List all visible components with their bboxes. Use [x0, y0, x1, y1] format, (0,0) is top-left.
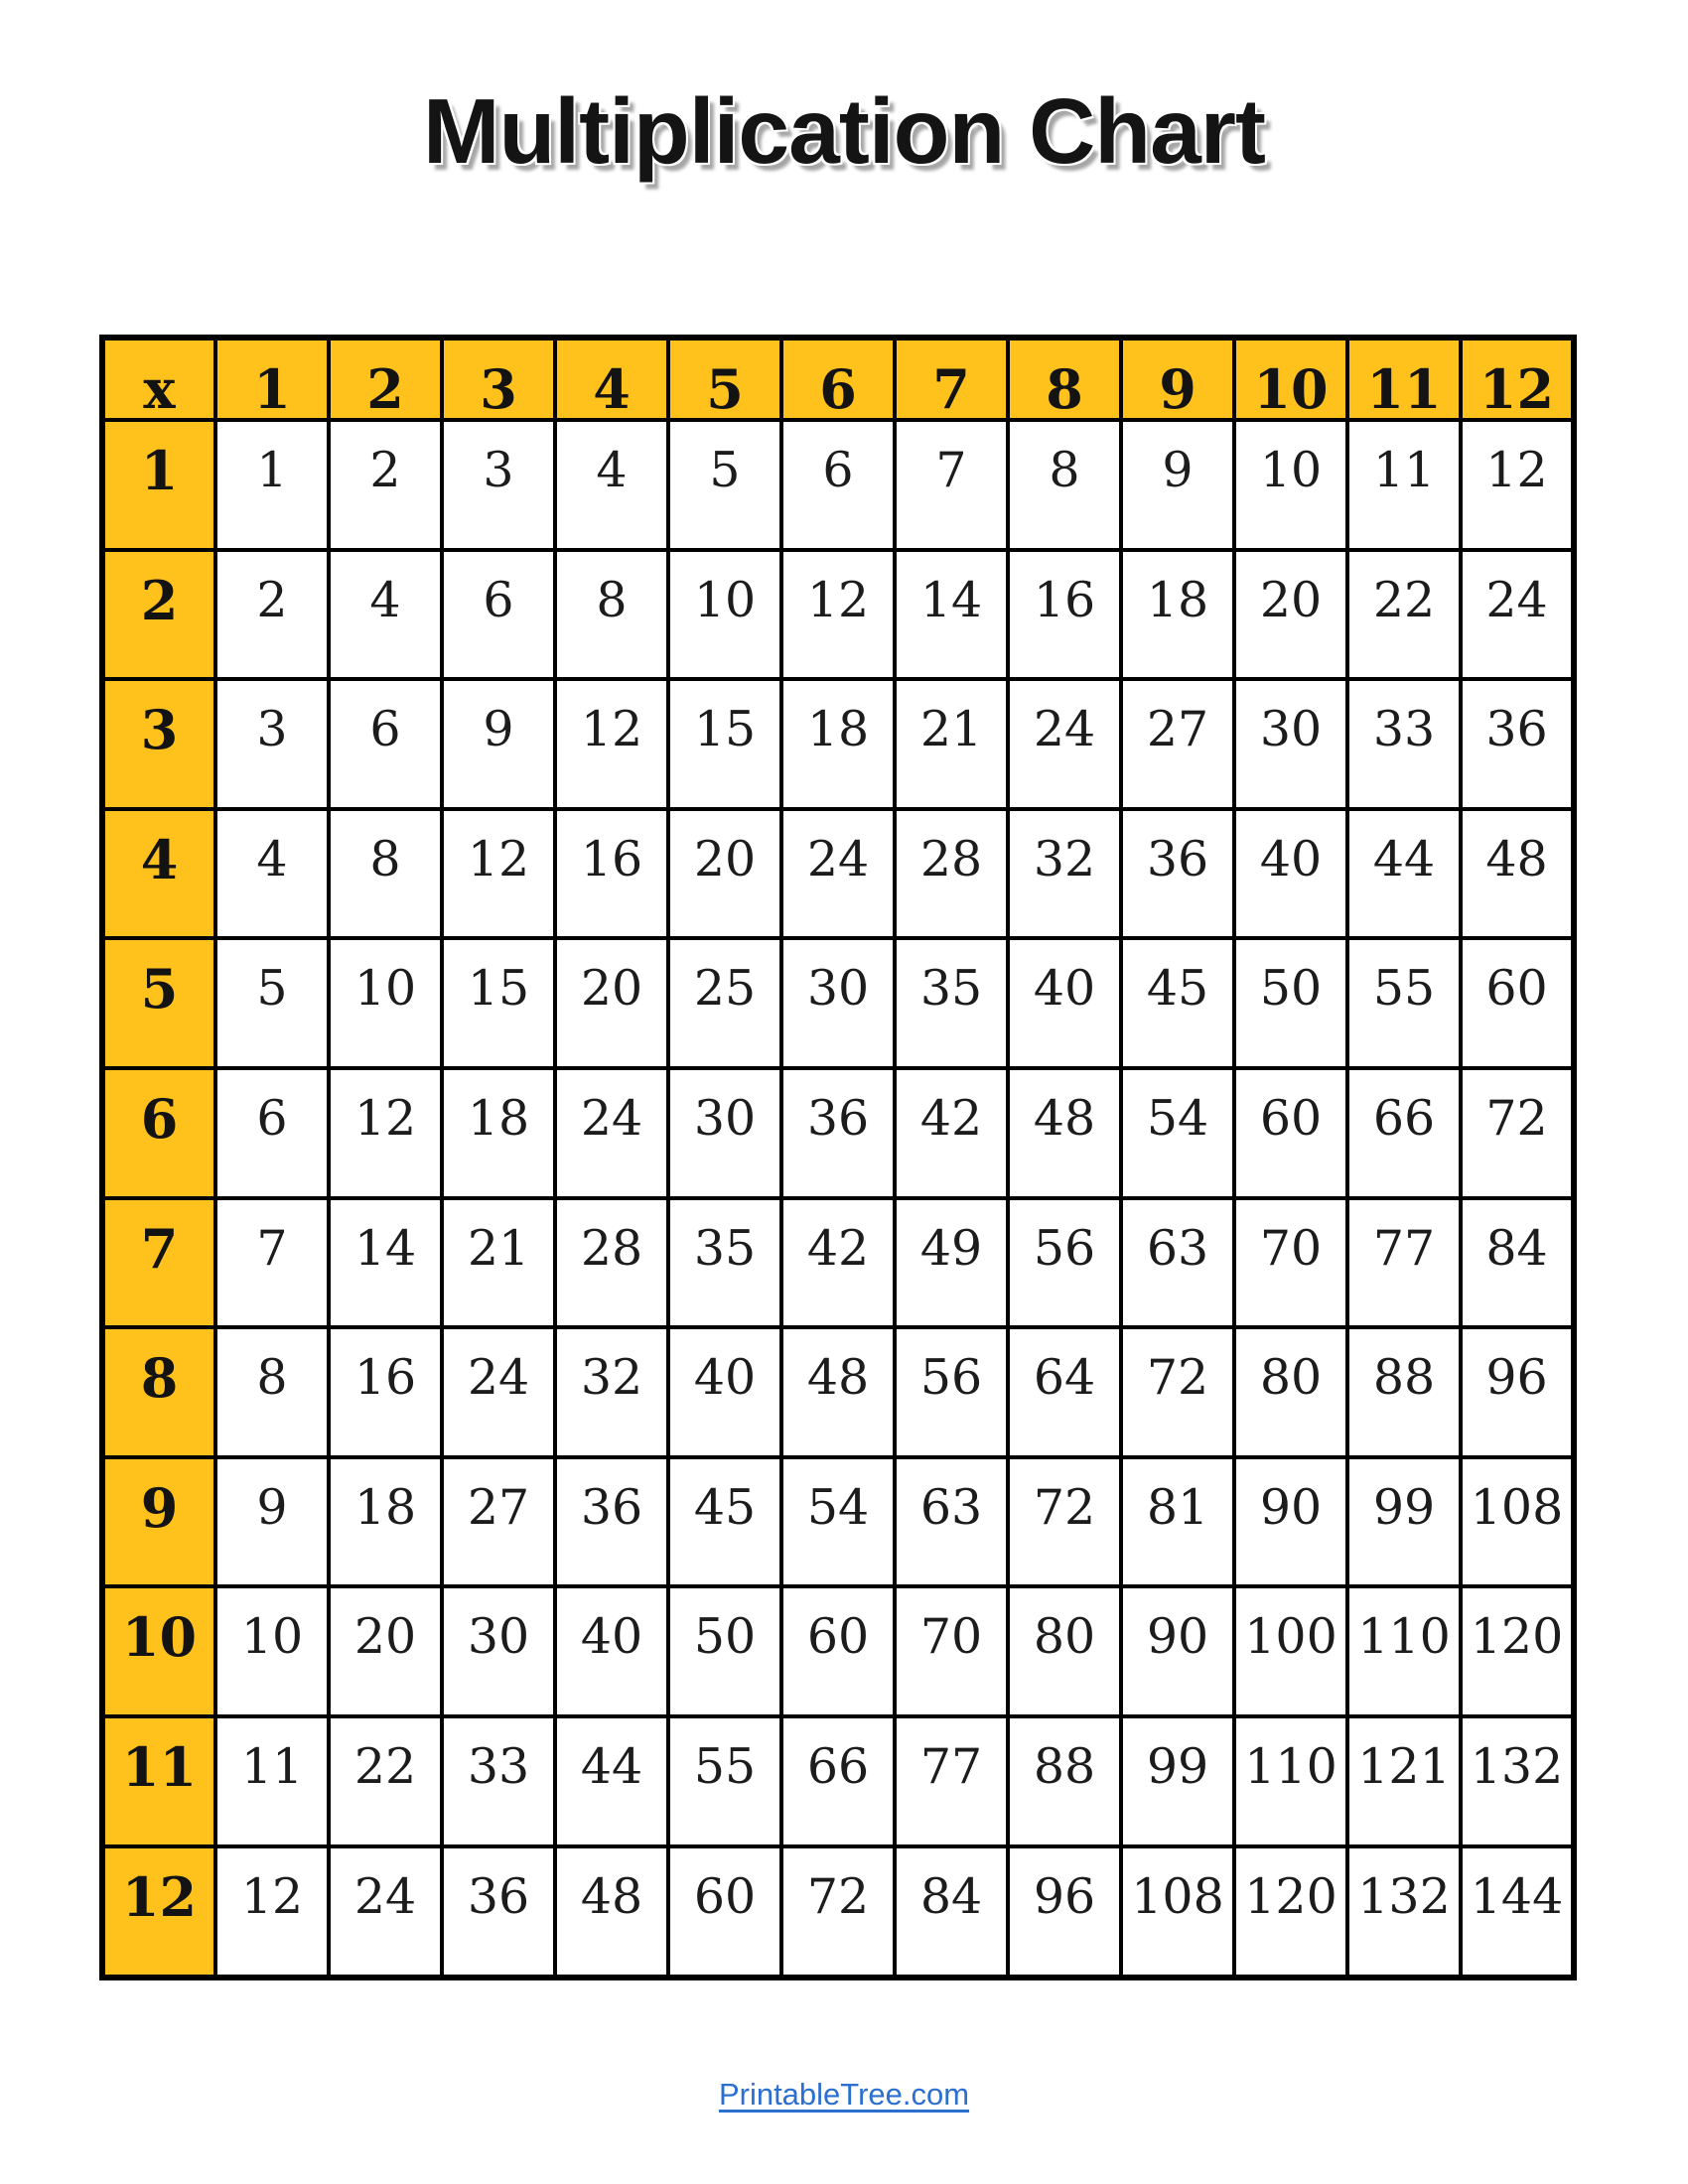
product-cell: 24: [555, 1068, 668, 1198]
product-cell: 132: [1461, 1716, 1574, 1846]
column-header-cell: 10: [1234, 338, 1347, 420]
product-cell: 20: [329, 1586, 442, 1716]
product-cell: 28: [555, 1198, 668, 1328]
product-cell: 90: [1234, 1457, 1347, 1587]
product-cell: 18: [781, 679, 895, 809]
row-header-cell: 11: [102, 1716, 215, 1846]
product-cell: 27: [442, 1457, 555, 1587]
product-cell: 40: [668, 1327, 781, 1457]
row-header-cell: 12: [102, 1846, 215, 1978]
footer-link[interactable]: PrintableTree.com: [718, 2077, 970, 2112]
column-header-cell: 2: [329, 338, 442, 420]
product-cell: 63: [1121, 1198, 1234, 1328]
product-cell: 50: [668, 1586, 781, 1716]
product-cell: 4: [555, 420, 668, 550]
product-cell: 81: [1121, 1457, 1234, 1587]
product-cell: 9: [1121, 420, 1234, 550]
table-row: [102, 1327, 1574, 1457]
product-cell: 20: [1234, 550, 1347, 680]
row-header-cell: 6: [102, 1068, 215, 1198]
product-cell: 8: [329, 809, 442, 939]
product-cell: 3: [215, 679, 329, 809]
product-cell: 66: [781, 1716, 895, 1846]
product-cell: 1: [215, 420, 329, 550]
product-cell: 88: [1347, 1327, 1461, 1457]
product-cell: 48: [781, 1327, 895, 1457]
product-cell: 70: [895, 1586, 1008, 1716]
product-cell: 5: [215, 938, 329, 1068]
product-cell: 60: [781, 1586, 895, 1716]
product-cell: 2: [329, 420, 442, 550]
product-cell: 24: [1008, 679, 1121, 809]
product-cell: 99: [1121, 1716, 1234, 1846]
product-cell: 32: [1008, 809, 1121, 939]
product-cell: 63: [895, 1457, 1008, 1587]
product-cell: 6: [215, 1068, 329, 1198]
product-cell: 10: [215, 1586, 329, 1716]
product-cell: 50: [1234, 938, 1347, 1068]
product-cell: 35: [895, 938, 1008, 1068]
product-cell: 88: [1008, 1716, 1121, 1846]
row-header-cell: 4: [102, 809, 215, 939]
table-row: [102, 1846, 1574, 1978]
column-header-cell: 7: [895, 338, 1008, 420]
table-row: [102, 938, 1574, 1068]
table-row: [102, 1457, 1574, 1587]
product-cell: 16: [329, 1327, 442, 1457]
product-cell: 30: [781, 938, 895, 1068]
product-cell: 110: [1234, 1716, 1347, 1846]
product-cell: 22: [329, 1716, 442, 1846]
product-cell: 4: [329, 550, 442, 680]
product-cell: 10: [329, 938, 442, 1068]
product-cell: 18: [1121, 550, 1234, 680]
corner-cell: x: [102, 338, 215, 420]
product-cell: 55: [1347, 938, 1461, 1068]
column-header-cell: 9: [1121, 338, 1234, 420]
table-row: [102, 1716, 1574, 1846]
product-cell: 30: [668, 1068, 781, 1198]
product-cell: 90: [1121, 1586, 1234, 1716]
product-cell: 54: [781, 1457, 895, 1587]
product-cell: 21: [895, 679, 1008, 809]
product-cell: 24: [329, 1846, 442, 1978]
product-cell: 30: [1234, 679, 1347, 809]
product-cell: 100: [1234, 1586, 1347, 1716]
product-cell: 24: [1461, 550, 1574, 680]
column-header-cell: 12: [1461, 338, 1574, 420]
product-cell: 8: [555, 550, 668, 680]
product-cell: 12: [781, 550, 895, 680]
product-cell: 10: [668, 550, 781, 680]
page-title: Multiplication Chart: [423, 79, 1265, 183]
product-cell: 8: [215, 1327, 329, 1457]
product-cell: 44: [555, 1716, 668, 1846]
product-cell: 48: [1008, 1068, 1121, 1198]
row-header-cell: 7: [102, 1198, 215, 1328]
product-cell: 56: [895, 1327, 1008, 1457]
product-cell: 44: [1347, 809, 1461, 939]
product-cell: 22: [1347, 550, 1461, 680]
product-cell: 27: [1121, 679, 1234, 809]
product-cell: 11: [1347, 420, 1461, 550]
row-header-cell: 2: [102, 550, 215, 680]
table-row: [102, 1198, 1574, 1328]
product-cell: 108: [1461, 1457, 1574, 1587]
product-cell: 80: [1008, 1586, 1121, 1716]
product-cell: 42: [781, 1198, 895, 1328]
column-header-cell: 4: [555, 338, 668, 420]
product-cell: 108: [1121, 1846, 1234, 1978]
product-cell: 49: [895, 1198, 1008, 1328]
product-cell: 121: [1347, 1716, 1461, 1846]
product-cell: 40: [1008, 938, 1121, 1068]
product-cell: 96: [1461, 1327, 1574, 1457]
product-cell: 12: [215, 1846, 329, 1978]
table-row: [102, 1586, 1574, 1716]
product-cell: 36: [1121, 809, 1234, 939]
product-cell: 80: [1234, 1327, 1347, 1457]
product-cell: 32: [555, 1327, 668, 1457]
product-cell: 56: [1008, 1198, 1121, 1328]
product-cell: 6: [442, 550, 555, 680]
product-cell: 16: [555, 809, 668, 939]
product-cell: 84: [895, 1846, 1008, 1978]
product-cell: 12: [1461, 420, 1574, 550]
product-cell: 35: [668, 1198, 781, 1328]
product-cell: 9: [442, 679, 555, 809]
row-header-cell: 8: [102, 1327, 215, 1457]
product-cell: 9: [215, 1457, 329, 1587]
product-cell: 7: [895, 420, 1008, 550]
product-cell: 72: [781, 1846, 895, 1978]
product-cell: 25: [668, 938, 781, 1068]
product-cell: 4: [215, 809, 329, 939]
product-cell: 6: [329, 679, 442, 809]
product-cell: 99: [1347, 1457, 1461, 1587]
product-cell: 77: [895, 1716, 1008, 1846]
product-cell: 21: [442, 1198, 555, 1328]
product-cell: 7: [215, 1198, 329, 1328]
product-cell: 6: [781, 420, 895, 550]
product-cell: 45: [668, 1457, 781, 1587]
product-cell: 24: [442, 1327, 555, 1457]
product-cell: 132: [1347, 1846, 1461, 1978]
product-cell: 144: [1461, 1846, 1574, 1978]
product-cell: 36: [1461, 679, 1574, 809]
row-header-cell: 9: [102, 1457, 215, 1587]
product-cell: 48: [1461, 809, 1574, 939]
product-cell: 55: [668, 1716, 781, 1846]
product-cell: 48: [555, 1846, 668, 1978]
product-cell: 20: [555, 938, 668, 1068]
product-cell: 110: [1347, 1586, 1461, 1716]
product-cell: 20: [668, 809, 781, 939]
product-cell: 15: [668, 679, 781, 809]
product-cell: 28: [895, 809, 1008, 939]
product-cell: 60: [668, 1846, 781, 1978]
product-cell: 12: [555, 679, 668, 809]
table-header: [102, 338, 1574, 420]
product-cell: 5: [668, 420, 781, 550]
product-cell: 14: [895, 550, 1008, 680]
product-cell: 96: [1008, 1846, 1121, 1978]
row-header-cell: 1: [102, 420, 215, 550]
product-cell: 8: [1008, 420, 1121, 550]
table-row: [102, 1068, 1574, 1198]
product-cell: 72: [1461, 1068, 1574, 1198]
product-cell: 14: [329, 1198, 442, 1328]
table-row: [102, 679, 1574, 809]
product-cell: 42: [895, 1068, 1008, 1198]
column-header-cell: 1: [215, 338, 329, 420]
header-row: [102, 338, 1574, 420]
product-cell: 16: [1008, 550, 1121, 680]
product-cell: 66: [1347, 1068, 1461, 1198]
product-cell: 36: [555, 1457, 668, 1587]
product-cell: 40: [555, 1586, 668, 1716]
product-cell: 2: [215, 550, 329, 680]
product-cell: 120: [1234, 1846, 1347, 1978]
product-cell: 120: [1461, 1586, 1574, 1716]
product-cell: 36: [442, 1846, 555, 1978]
product-cell: 24: [781, 809, 895, 939]
row-header-cell: 5: [102, 938, 215, 1068]
product-cell: 11: [215, 1716, 329, 1846]
row-header-cell: 3: [102, 679, 215, 809]
product-cell: 72: [1121, 1327, 1234, 1457]
product-cell: 3: [442, 420, 555, 550]
product-cell: 40: [1234, 809, 1347, 939]
product-cell: 18: [442, 1068, 555, 1198]
product-cell: 72: [1008, 1457, 1121, 1587]
product-cell: 10: [1234, 420, 1347, 550]
column-header-cell: 5: [668, 338, 781, 420]
column-header-cell: 11: [1347, 338, 1461, 420]
product-cell: 33: [442, 1716, 555, 1846]
product-cell: 54: [1121, 1068, 1234, 1198]
product-cell: 36: [781, 1068, 895, 1198]
table-row: [102, 420, 1574, 550]
product-cell: 60: [1461, 938, 1574, 1068]
product-cell: 77: [1347, 1198, 1461, 1328]
product-cell: 30: [442, 1586, 555, 1716]
column-header-cell: 8: [1008, 338, 1121, 420]
column-header-cell: 3: [442, 338, 555, 420]
product-cell: 45: [1121, 938, 1234, 1068]
footer: [0, 2077, 1688, 2113]
product-cell: 60: [1234, 1068, 1347, 1198]
product-cell: 64: [1008, 1327, 1121, 1457]
multiplication-table: [99, 335, 1577, 1980]
row-header-cell: 10: [102, 1586, 215, 1716]
product-cell: 12: [329, 1068, 442, 1198]
product-cell: 70: [1234, 1198, 1347, 1328]
product-cell: 12: [442, 809, 555, 939]
product-cell: 18: [329, 1457, 442, 1587]
table-row: [102, 809, 1574, 939]
column-header-cell: 6: [781, 338, 895, 420]
table-body: [102, 420, 1574, 1978]
product-cell: 33: [1347, 679, 1461, 809]
table-row: [102, 550, 1574, 680]
product-cell: 15: [442, 938, 555, 1068]
product-cell: 84: [1461, 1198, 1574, 1328]
